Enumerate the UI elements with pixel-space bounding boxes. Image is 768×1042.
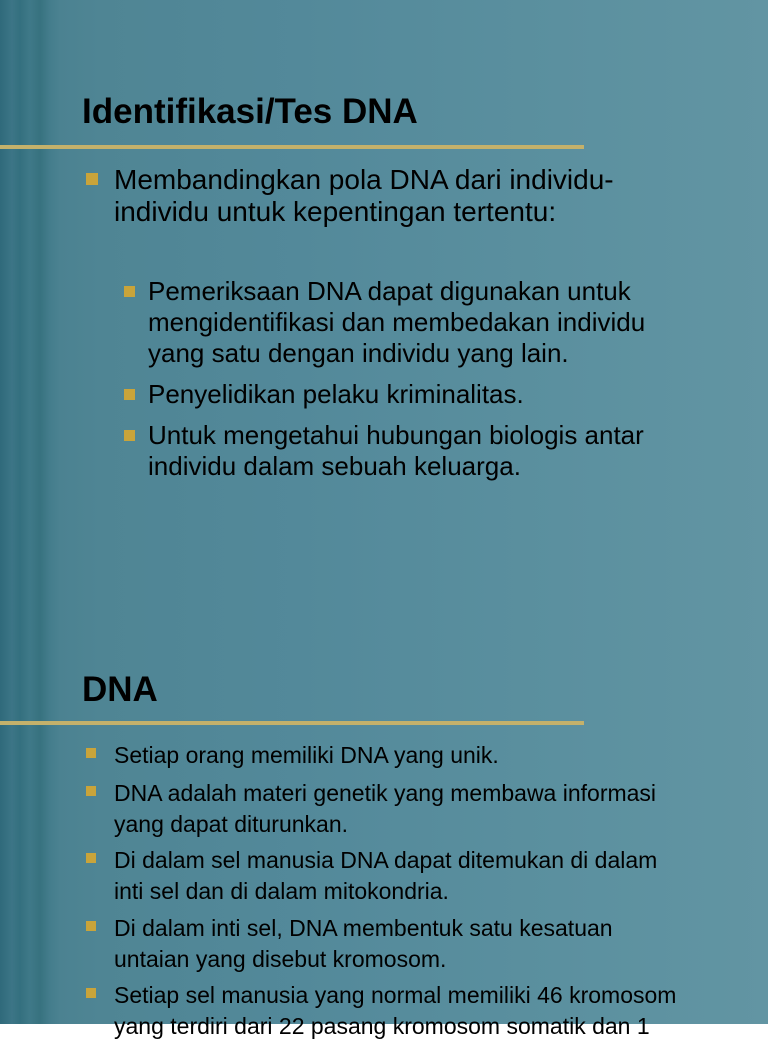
- bullet-text: Setiap sel manusia yang normal memiliki 46 kromosom yang terdiri dari 22 pasang kromosom somatik dan 1: [114, 982, 677, 1039]
- square-bullet-icon: [86, 173, 98, 185]
- slide-title: DNA: [82, 670, 158, 709]
- square-bullet-icon: [124, 286, 135, 297]
- square-bullet-icon: [124, 389, 135, 400]
- list-item: [124, 379, 754, 410]
- list-item: [124, 420, 754, 482]
- square-bullet-icon: [86, 988, 96, 998]
- bullet-text: Setiap orang memiliki DNA yang unik.: [114, 742, 499, 768]
- square-bullet-icon: [86, 786, 96, 796]
- square-bullet-icon: [124, 430, 135, 441]
- list-item: [124, 276, 754, 369]
- bullet-text: Membandingkan pola DNA dari individu- individu untuk kepentingan tertentu:: [114, 164, 614, 227]
- title-underline: [0, 721, 584, 725]
- sub-bullet-text: Pemeriksaan DNA dapat digunakan untuk mengidentifikasi dan membedakan individu yang satu dengan individu yang lain.: [148, 276, 646, 368]
- sub-bullet-text: Penyelidikan pelaku kriminalitas.: [148, 379, 524, 409]
- list-item: [86, 740, 766, 771]
- bullet-text: Di dalam inti sel, DNA membentuk satu kesatuan untaian yang disebut kromosom.: [114, 915, 613, 972]
- list-item: [86, 980, 766, 1042]
- list-item: [86, 164, 756, 228]
- sub-bullet-text: Untuk mengetahui hubungan biologis antar individu dalam sebuah keluarga.: [148, 420, 644, 481]
- list-item: [86, 778, 766, 840]
- slide-dna: [0, 576, 768, 1039]
- title-underline: [0, 145, 584, 149]
- square-bullet-icon: [86, 853, 96, 863]
- square-bullet-icon: [86, 748, 96, 758]
- list-item: [86, 845, 766, 907]
- slide-title: Identifikasi/Tes DNA: [82, 92, 418, 131]
- bullet-text: Di dalam sel manusia DNA dapat ditemukan di dalam inti sel dan di dalam mitokondria.: [114, 847, 658, 904]
- bullet-text: DNA adalah materi genetik yang membawa informasi yang dapat diturunkan.: [114, 780, 657, 837]
- list-item: [86, 913, 766, 975]
- square-bullet-icon: [86, 921, 96, 931]
